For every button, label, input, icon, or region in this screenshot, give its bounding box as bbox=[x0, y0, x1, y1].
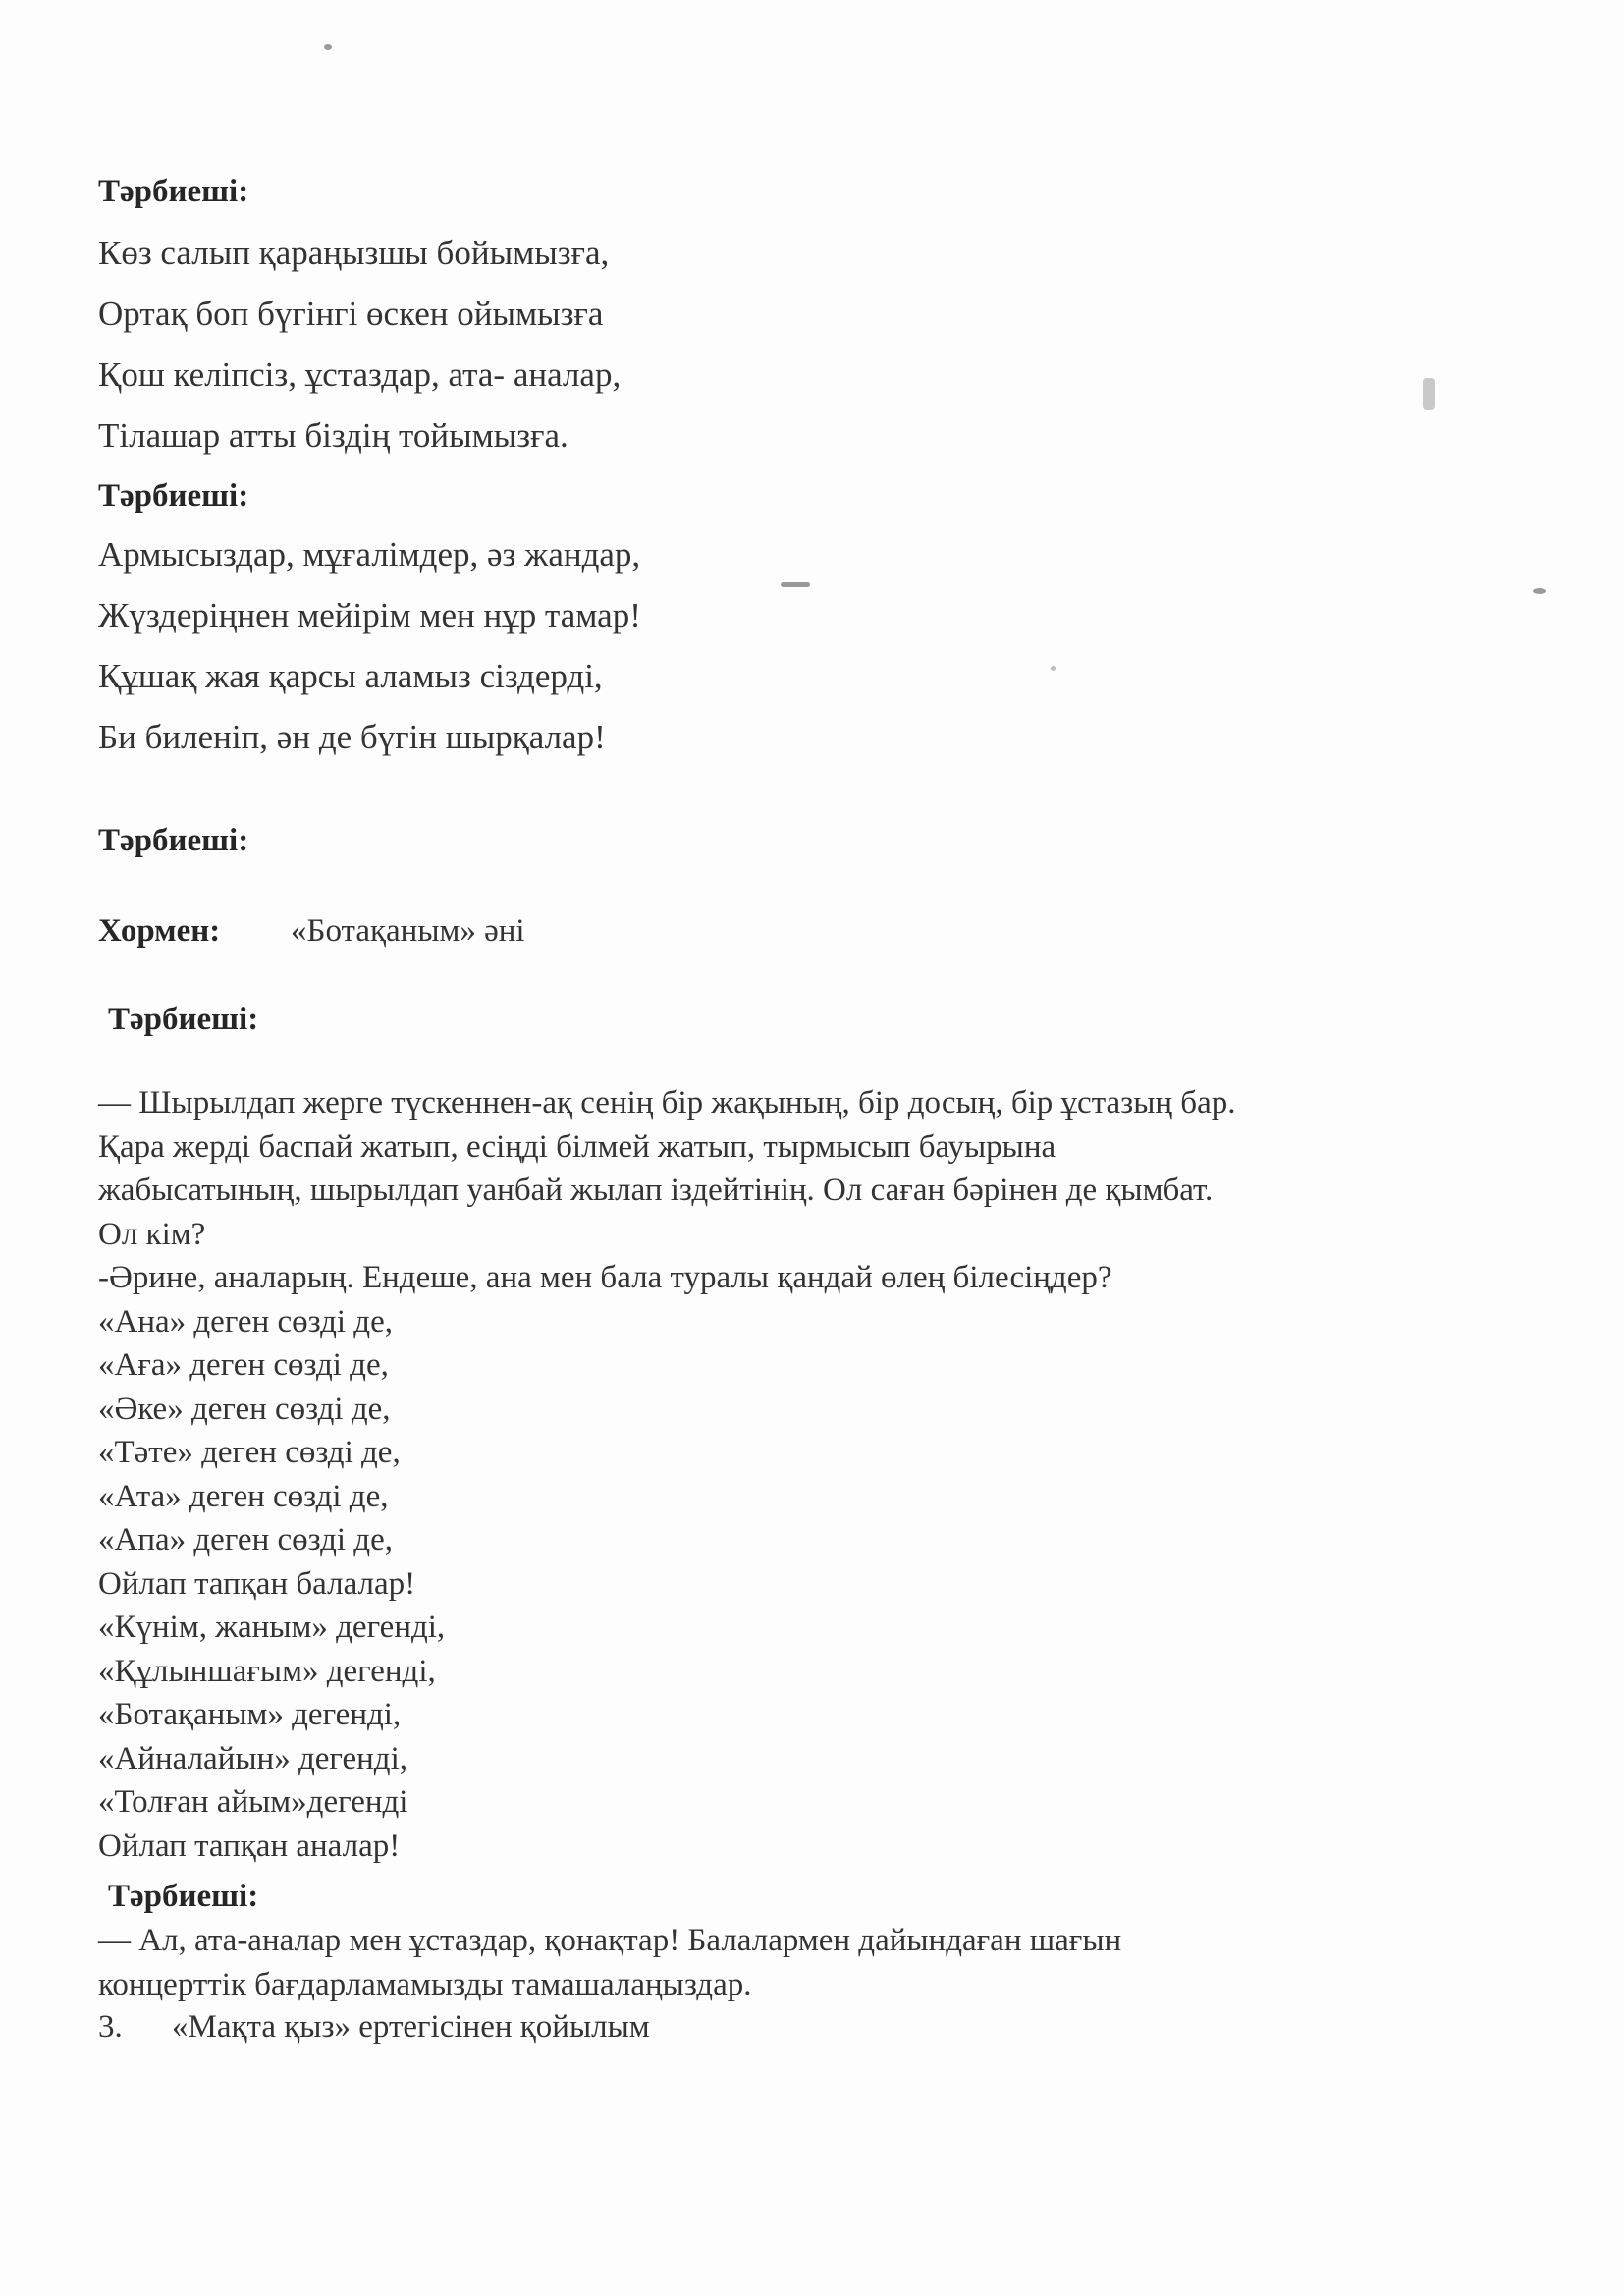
speaker-label: Тәрбиеші: bbox=[98, 823, 249, 858]
program-item-text: «Мақта қыз» ертегісінен қойылым bbox=[172, 2009, 650, 2045]
text-line: -Әрине, аналарың. Ендеше, ана мен бала туралы қандай өлең білесіңдер? bbox=[98, 1260, 1112, 1295]
text-line: «Толған айым»дегенді bbox=[98, 1784, 408, 1820]
text-line: Ойлап тапқан балалар! bbox=[98, 1565, 416, 1602]
text-line: «Тәте» деген сөзді де, bbox=[98, 1435, 401, 1470]
prose-block bbox=[98, 1081, 1235, 1868]
text-line: — Ал, ата-аналар мен ұстаздар, қонақтар! Балалармен дайындаған шағын bbox=[98, 1923, 1122, 1958]
text-line: «Ата» деген сөзді де, bbox=[98, 1478, 389, 1514]
verse-line: Тілашар атты біздің тойымызға. bbox=[98, 416, 568, 455]
speaker-label: Тәрбиеші: bbox=[108, 1879, 259, 1914]
prose-block bbox=[98, 1919, 1121, 2006]
verse-line: Жүздеріңнен мейірім мен нұр тамар! bbox=[98, 596, 641, 634]
text-line: «Құлыншағым» дегенді, bbox=[98, 1653, 436, 1689]
text-line: «Ана» деген сөзді де, bbox=[98, 1303, 393, 1339]
verse-line: Қош келіпсіз, ұстаздар, ата- аналар, bbox=[98, 355, 622, 394]
verse-line: Би биленіп, ән де бүгін шырқалар! bbox=[98, 718, 606, 756]
text-line: «Күнім, жаным» дегенді, bbox=[98, 1610, 446, 1645]
speaker-label: Тәрбиеші: bbox=[108, 1002, 259, 1037]
scan-speck bbox=[781, 582, 810, 587]
text-line: «Аға» деген сөзді де, bbox=[98, 1347, 389, 1383]
scan-speck bbox=[1533, 588, 1546, 594]
scan-speck bbox=[324, 44, 332, 50]
verse-line: Көз салып қараңызшы бойымызға, bbox=[98, 234, 610, 272]
chorus-label: Хормен: bbox=[98, 913, 221, 949]
speaker-label: Тәрбиеші: bbox=[98, 478, 249, 514]
verse-line: Армысыздар, мұғалімдер, әз жандар, bbox=[98, 535, 641, 574]
program-item-number: 3. bbox=[98, 2009, 123, 2045]
text-line: Ол кім? bbox=[98, 1216, 206, 1252]
text-line: «Апа» деген сөзді де, bbox=[98, 1522, 393, 1558]
scan-speck bbox=[1051, 666, 1056, 671]
text-line: — Шырылдап жерге түскеннен-ақ сенің бір жақының, бір досың, бір ұстазың бар. bbox=[98, 1085, 1236, 1121]
text-line: жабысатының, шырылдап уанбай жылап іздейтінің. Ол саған бәрінен де қымбат. bbox=[98, 1173, 1214, 1208]
text-line: Қара жерді баспай жатып, есіңді білмей жатып, тырмысып бауырына bbox=[98, 1128, 1056, 1165]
text-line: Ойлап тапқан аналар! bbox=[98, 1828, 401, 1864]
scan-speck bbox=[1423, 378, 1435, 410]
text-line: «Ботақаным» дегенді, bbox=[98, 1697, 402, 1732]
verse-line: Құшақ жая қарсы аламыз сіздерді, bbox=[98, 657, 603, 695]
text-line: «Әке» деген сөзді де, bbox=[98, 1391, 391, 1427]
text-line: концерттік бағдарламамызды тамашалаңыздар. bbox=[98, 1966, 752, 2002]
speaker-label: Тәрбиеші: bbox=[98, 174, 249, 209]
verse-line: Ортақ боп бүгінгі өскен ойымызға bbox=[98, 295, 604, 333]
song-title: «Ботақаным» әні bbox=[291, 913, 525, 949]
text-line: «Айналайын» дегенді, bbox=[98, 1740, 407, 1777]
